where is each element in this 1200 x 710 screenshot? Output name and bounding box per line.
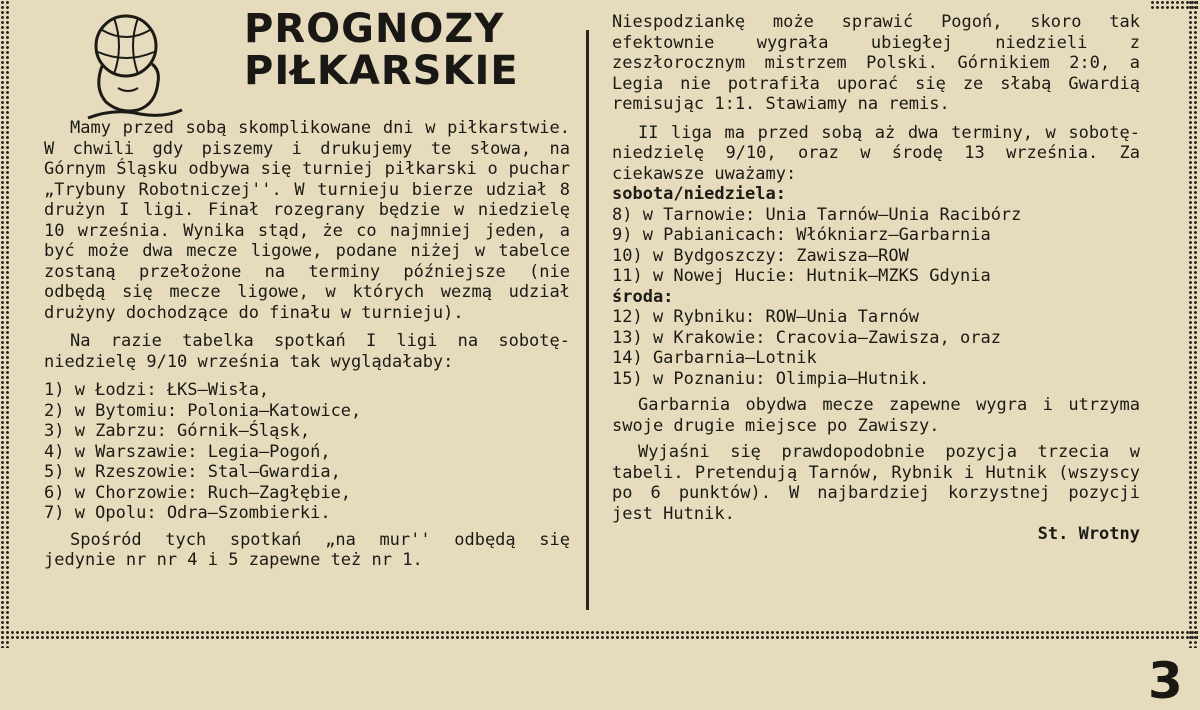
list-item: 4) w Warszawie: Legia—Pogoń, bbox=[44, 441, 331, 462]
section-title-weekend: sobota/niedziela: bbox=[612, 184, 786, 204]
list-item: 3) w Zabrzu: Górnik—Śląsk, bbox=[44, 421, 311, 441]
column-divider bbox=[586, 30, 589, 610]
list-item: 1) w Łodzi: ŁKS—Wisła, bbox=[44, 380, 270, 400]
left-column bbox=[44, 118, 570, 571]
page-number: 3 bbox=[1148, 652, 1183, 710]
right-paragraph-2: II liga ma przed sobą aż dwa terminy, w sobotę-niedzielę 9/10, oraz w środę 13 września. Za ciekawsze uważamy: bbox=[612, 122, 1140, 184]
weekend-match-list bbox=[612, 205, 1140, 287]
list-item: 15) w Poznaniu: Olimpia—Hutnik. bbox=[612, 368, 930, 389]
list-item: 6) w Chorzowie: Ruch—Zagłębie, bbox=[44, 482, 352, 503]
headline-line-2: PIŁKARSKIE bbox=[244, 48, 519, 94]
headline bbox=[244, 8, 544, 92]
right-column bbox=[612, 12, 1140, 545]
right-dotted-border bbox=[1188, 0, 1198, 648]
bottom-dotted-border bbox=[0, 630, 1198, 640]
right-paragraph-3: Garbarnia obydwa mecze zapewne wygra i utrzyma swoje drugie miejsce po Zawiszy. bbox=[612, 395, 1140, 436]
left-dotted-border bbox=[0, 0, 10, 648]
left-paragraph-2: Na razie tabelka spotkań I ligi na sobotę-niedzielę 9/10 września tak wyglądałaby: bbox=[44, 331, 570, 372]
author-signature: St. Wrotny bbox=[1037, 524, 1140, 544]
footballer-with-ball-icon bbox=[84, 10, 184, 122]
list-item: 5) w Rzeszowie: Stal—Gwardia, bbox=[44, 462, 341, 482]
section-title-wednesday: środa: bbox=[612, 286, 674, 307]
list-item: 2) w Bytomiu: Polonia—Katowice, bbox=[44, 400, 362, 421]
list-item: 12) w Rybniku: ROW—Unia Tarnów bbox=[612, 307, 920, 327]
right-paragraph-4: Wyjaśni się prawdopodobnie pozycja trzecia w tabeli. Pretendują Tarnów, Rybnik i Hutnik (wszyscy po 6 punktów). W najbardziej korzystnej pozycji jest Hutnik. bbox=[612, 442, 1140, 524]
list-item: 9) w Pabianicach: Włókniarz—Garbarnia bbox=[612, 225, 991, 245]
first-league-match-list bbox=[44, 380, 570, 524]
list-item: 13) w Krakowie: Cracovia—Zawisza, oraz bbox=[612, 327, 1001, 348]
list-item: 10) w Bydgoszczy: Zawisza—ROW bbox=[612, 245, 909, 266]
wednesday-match-list bbox=[612, 307, 1140, 389]
list-item: 7) w Opolu: Odra—Szombierki. bbox=[44, 503, 331, 523]
left-paragraph-1: Mamy przed sobą skomplikowane dni w piłkarstwie. W chwili gdy piszemy i drukujemy te słowa, na Górnym Śląsku odbywa się turniej piłkarski o puchar „Trybuny Robotniczej''. W turnieju bierze udział 8 drużyn I ligi. Finał rozegrany będzie w niedzielę 10 września. Wynika stąd, że co najmniej jeden, a być może dwa mecze ligowe, podane niżej w tabelce zostaną przełożone na terminy późniejsze (nie odbędą się mecze ligowe, w których wezmą udział drużyny dochodzące do finału w turnieju). bbox=[44, 118, 570, 323]
right-paragraph-1: Niespodziankę może sprawić Pogoń, skoro tak efektownie wygrała ubiegłej niedzieli z zeszłorocznym mistrzem Polski. Górnikiem 2:0, a Legia nie potrafiła uporać się ze słabą Gwardią remisując 1:1. Stawiamy na remis. bbox=[612, 12, 1140, 114]
list-item: 11) w Nowej Hucie: Hutnik—MZKS Gdynia bbox=[612, 266, 991, 286]
headline-line-1: PROGNOZY bbox=[244, 6, 505, 52]
list-item: 14) Garbarnia—Lotnik bbox=[612, 348, 817, 368]
list-item: 8) w Tarnowie: Unia Tarnów—Unia Racibórz bbox=[612, 204, 1022, 225]
left-paragraph-3: Spośród tych spotkań „na mur'' odbędą się jedynie nr nr 4 i 5 zapewne też nr 1. bbox=[44, 529, 570, 570]
top-dotted-border-right bbox=[1150, 0, 1198, 10]
